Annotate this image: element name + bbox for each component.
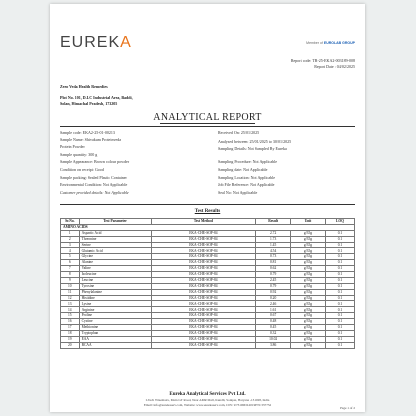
cell-test-method: EKA-CHE-SOP-84 — [151, 266, 256, 272]
cell-test-method: EKA-CHE-SOP-84 — [151, 260, 256, 266]
environmental-condition: Environmental Condition: Not Applicable — [60, 182, 128, 187]
sample-name-cont: Protein Powder — [60, 144, 85, 149]
cell-sr-no: 15 — [61, 313, 80, 319]
cell-test-parameter: Alanine — [79, 260, 151, 266]
cell-test-method: EKA-CHE-SOP-84 — [151, 319, 256, 325]
cell-test-parameter: EAA — [79, 336, 151, 342]
cell-result: 1.73 — [256, 236, 291, 242]
cell-test-method: EKA-CHE-SOP-84 — [151, 295, 256, 301]
page-number: Page 1 of 2 — [340, 406, 355, 410]
divider-bottom — [60, 204, 355, 205]
footer-address: I-Tech Wisemaxx, Main GT Road, Near AMR Mall, Kundli, Sonipat, Haryana -131028, India — [145, 398, 270, 402]
cell-test-parameter: Arginine — [79, 307, 151, 313]
cell-result: 4.54 — [256, 248, 291, 254]
cell-sr-no: 20 — [61, 342, 80, 348]
cell-unit: g/35g — [291, 330, 326, 336]
cell-result: 0.79 — [256, 272, 291, 278]
cell-result: 10.02 — [256, 336, 291, 342]
footer-contact: Email: info@eurekaserv.com, Website: www.eurekaserv.com, CIN: U73100DL2019PTC337752 — [143, 403, 272, 407]
col-unit: Unit — [291, 219, 326, 225]
cell-loq: 0.1 — [325, 242, 354, 248]
cell-test-method: EKA-CHE-SOP-84 — [151, 248, 256, 254]
cell-unit: g/35g — [291, 283, 326, 289]
cell-test-parameter: Threonine — [79, 236, 151, 242]
cell-sr-no: 3 — [61, 242, 80, 248]
cell-result: 0.73 — [256, 254, 291, 260]
footer-company: Eureka Analytical Services Pvt Ltd. — [169, 392, 246, 397]
report-page — [50, 4, 365, 412]
table-row — [61, 342, 355, 348]
cell-unit: g/35g — [291, 272, 326, 278]
cell-sr-no: 13 — [61, 301, 80, 307]
cell-sr-no: 5 — [61, 254, 80, 260]
cell-test-parameter: Lysine — [79, 301, 151, 307]
cell-test-method: EKA-CHE-SOP-84 — [151, 289, 256, 295]
cell-unit: g/35g — [291, 277, 326, 283]
cell-test-parameter: Glycine — [79, 254, 151, 260]
cell-test-parameter: Histidine — [79, 295, 151, 301]
cell-result: 0.92 — [256, 289, 291, 295]
cell-loq: 0.1 — [325, 248, 354, 254]
client-address-line-2: Solan, Himachal Pradesh, 173205 — [60, 101, 118, 106]
cell-result: 0.62 — [256, 266, 291, 272]
cell-unit: g/35g — [291, 313, 326, 319]
cell-result: 0.79 — [256, 283, 291, 289]
cell-test-method: EKA-CHE-SOP-84 — [151, 336, 256, 342]
cell-unit: g/35g — [291, 230, 326, 236]
cell-unit: g/35g — [291, 295, 326, 301]
sample-quantity: Sample quantity: 300 g — [60, 152, 98, 157]
cell-test-parameter: Aspartic Acid — [79, 230, 151, 236]
cell-loq: 0.1 — [325, 301, 354, 307]
report-date: Report Date : 04/02/2025 — [314, 64, 355, 69]
cell-unit: g/35g — [291, 236, 326, 242]
sample-packing: Sample packing: Sealed Plastic Container — [60, 175, 127, 180]
cell-sr-no: 14 — [61, 307, 80, 313]
cell-result: 0.81 — [256, 260, 291, 266]
cell-loq: 0.1 — [325, 266, 354, 272]
report-title: ANALYTICAL REPORT — [153, 112, 262, 123]
sample-code: Sample code: EKA2-25-01-00213 — [60, 130, 115, 135]
cell-test-parameter: Phenylalanine — [79, 289, 151, 295]
member-of-label: Member of EUROLAB GROUP — [306, 41, 355, 45]
cell-sr-no: 4 — [61, 248, 80, 254]
cell-test-method: EKA-CHE-SOP-84 — [151, 325, 256, 331]
col-loq: LOQ — [325, 219, 354, 225]
cell-loq: 0.1 — [325, 272, 354, 278]
cell-result: 3.86 — [256, 342, 291, 348]
cell-loq: 0.1 — [325, 295, 354, 301]
cell-test-method: EKA-CHE-SOP-84 — [151, 342, 256, 348]
cell-sr-no: 11 — [61, 289, 80, 295]
cell-test-parameter: Tyrosine — [79, 283, 151, 289]
cell-result: 0.48 — [256, 319, 291, 325]
cell-test-method: EKA-CHE-SOP-84 — [151, 242, 256, 248]
client-address-line-1: Plot No. 101, D.I.C Industrial Area, Baddi, — [60, 95, 133, 100]
cell-sr-no: 6 — [61, 260, 80, 266]
cell-loq: 0.1 — [325, 289, 354, 295]
cell-result: 1.45 — [256, 242, 291, 248]
client-name: Zeeo Veda Health Remedies — [60, 84, 108, 89]
section-label: AMINO ACIDS — [61, 224, 355, 230]
cell-test-method: EKA-CHE-SOP-84 — [151, 301, 256, 307]
cell-loq: 0.1 — [325, 342, 354, 348]
divider-top — [60, 126, 355, 127]
cell-test-method: EKA-CHE-SOP-84 — [151, 307, 256, 313]
test-results-title: Test Results — [194, 209, 221, 214]
report-code: Report code: TR-25-EKA2-003189-008 — [290, 58, 355, 63]
cell-sr-no: 9 — [61, 277, 80, 283]
cell-test-method: EKA-CHE-SOP-84 — [151, 313, 256, 319]
cell-unit: g/35g — [291, 248, 326, 254]
cell-result: 2.45 — [256, 277, 291, 283]
cell-test-method: EKA-CHE-SOP-84 — [151, 230, 256, 236]
cell-test-parameter: Glutamic Acid — [79, 248, 151, 254]
cell-result: 0.45 — [256, 325, 291, 331]
cell-sr-no: 7 — [61, 266, 80, 272]
results-header-row — [61, 219, 355, 225]
seal-no: Seal No: Not Applicable — [218, 190, 258, 195]
cell-test-method: EKA-CHE-SOP-84 — [151, 254, 256, 260]
cell-sr-no: 17 — [61, 325, 80, 331]
analysed-between: Analysed between: 25/01/2025 to 30/01/2025 — [218, 139, 292, 144]
cell-loq: 0.1 — [325, 277, 354, 283]
condition-on-receipt: Condition on receipt: Good — [60, 167, 104, 172]
cell-loq: 0.1 — [325, 236, 354, 242]
cell-loq: 0.1 — [325, 319, 354, 325]
cell-test-parameter: Methionine — [79, 325, 151, 331]
cell-result: 0.67 — [256, 313, 291, 319]
cell-unit: g/35g — [291, 254, 326, 260]
cell-unit: g/35g — [291, 242, 326, 248]
cell-unit: g/35g — [291, 301, 326, 307]
col-test-parameter: Test Parameter — [79, 219, 151, 225]
results-table — [60, 218, 355, 349]
cell-result: 2.72 — [256, 230, 291, 236]
cell-test-parameter: BCAA — [79, 342, 151, 348]
cell-unit: g/35g — [291, 325, 326, 331]
cell-loq: 0.1 — [325, 283, 354, 289]
cell-loq: 0.1 — [325, 260, 354, 266]
title-underline — [160, 123, 255, 124]
cell-loq: 0.1 — [325, 313, 354, 319]
col-result: Result — [256, 219, 291, 225]
cell-test-parameter: Tryptophan — [79, 330, 151, 336]
cell-test-method: EKA-CHE-SOP-84 — [151, 236, 256, 242]
cell-test-parameter: Serine — [79, 242, 151, 248]
customer-provided-details: Customer provided details: Not Applicable — [60, 190, 129, 195]
eureka-logo: EUREKA — [60, 34, 132, 51]
sampling-details: Sampling Details: Not Sampled By Eureka — [218, 146, 287, 151]
cell-loq: 0.1 — [325, 330, 354, 336]
col-sr-no: Sr.No. — [61, 219, 80, 225]
cell-test-parameter: Cystine — [79, 319, 151, 325]
footer — [60, 392, 355, 407]
cell-test-parameter: Valine — [79, 266, 151, 272]
cell-loq: 0.1 — [325, 336, 354, 342]
cell-loq: 0.1 — [325, 254, 354, 260]
cell-unit: g/35g — [291, 289, 326, 295]
cell-sr-no: 1 — [61, 230, 80, 236]
received-on: Received On: 25/01/2025 — [218, 130, 260, 135]
eurolab-brand: EUROLAB GROUP — [323, 41, 355, 45]
sampling-procedure: Sampling Procedure: Not Applicable — [218, 159, 277, 164]
cell-result: 0.20 — [256, 295, 291, 301]
cell-loq: 0.1 — [325, 230, 354, 236]
cell-loq: 0.1 — [325, 325, 354, 331]
cell-loq: 0.1 — [325, 307, 354, 313]
cell-test-method: EKA-CHE-SOP-84 — [151, 330, 256, 336]
cell-unit: g/35g — [291, 266, 326, 272]
cell-sr-no: 19 — [61, 336, 80, 342]
cell-test-method: EKA-CHE-SOP-84 — [151, 283, 256, 289]
col-test-method: Test Method — [151, 219, 256, 225]
cell-result: 0.32 — [256, 330, 291, 336]
cell-unit: g/35g — [291, 319, 326, 325]
cell-sr-no: 18 — [61, 330, 80, 336]
job-file-reference: Job File Reference: Not Applicable — [218, 182, 275, 187]
cell-sr-no: 2 — [61, 236, 80, 242]
cell-result: 1.61 — [256, 307, 291, 313]
cell-unit: g/35g — [291, 336, 326, 342]
cell-test-method: EKA-CHE-SOP-84 — [151, 277, 256, 283]
sample-name: Sample Name: Shivakum Proteinveda — [60, 137, 121, 142]
cell-test-parameter: Proline — [79, 313, 151, 319]
cell-unit: g/35g — [291, 260, 326, 266]
cell-unit: g/35g — [291, 342, 326, 348]
cell-test-parameter: Leucine — [79, 277, 151, 283]
cell-test-parameter: Isoleucine — [79, 272, 151, 278]
sample-appearance: Sample Appearance: Brown colour powder — [60, 159, 130, 164]
cell-sr-no: 8 — [61, 272, 80, 278]
cell-unit: g/35g — [291, 307, 326, 313]
sampling-location: Sampling Location: Not Applicable — [218, 175, 275, 180]
cell-sr-no: 12 — [61, 295, 80, 301]
cell-result: 2.46 — [256, 301, 291, 307]
sampling-date: Sampling date: Not Applicable — [218, 167, 268, 172]
cell-test-method: EKA-CHE-SOP-84 — [151, 272, 256, 278]
cell-sr-no: 10 — [61, 283, 80, 289]
cell-sr-no: 16 — [61, 319, 80, 325]
